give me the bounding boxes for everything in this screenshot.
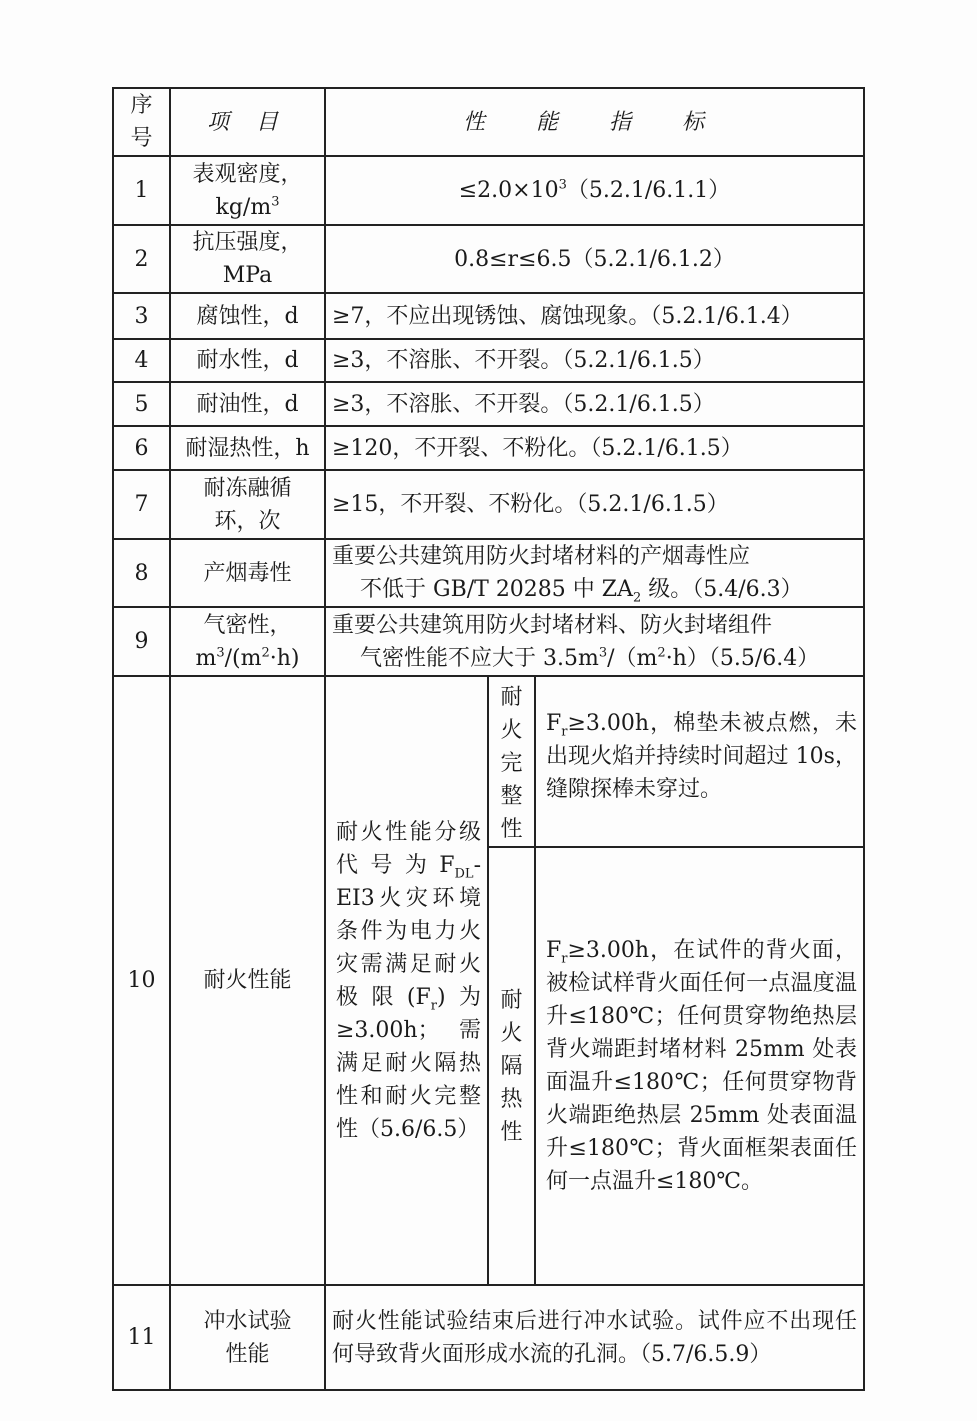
row-number: 6 [113,426,170,470]
table-row [113,539,864,607]
row-item: 产烟毒性 [170,539,325,607]
integrity-requirement: $F_r\ge 3.00h$，棉垫未被点燃，未出现火焰并持续时间超过 10s，缝隙探棒未穿过。 [535,676,864,847]
insulation-requirement: $F_r\ge 3.00h$，在试件的背火面，被检试样背火面任何一点温度温升≤180℃；任何贯穿物绝热层背火端距封堵材料 25mm 处表面温升≤180℃；任何贯穿物背火端距绝热层 25mm 处表面温升≤180℃；背火面框架表面任何一点温升≤180℃。 [535,847,864,1285]
row-item: 耐油性，d [170,382,325,426]
table-row [113,607,864,676]
table-row [113,470,864,539]
header-item: 项 目 [170,88,325,156]
row-number: 10 [113,676,170,1285]
row-performance: $\le 2.0\times 10^3(5.2.1/6.1.1)$ [325,156,864,225]
row-performance: 耐火性能试验结束后进行冲水试验。试件应不出现任何导致背火面形成水流的孔洞。（5.7/6.5.9） [325,1285,864,1390]
table-row [113,426,864,470]
row-item: 耐湿热性，h [170,426,325,470]
row-performance: ≥3，不溶胀、不开裂。（5.2.1/6.1.5） [325,339,864,382]
row-performance: 0.8≤r≤6.5（5.2.1/6.1.2） [325,225,864,293]
row-number: 4 [113,339,170,382]
row-performance: ≥15，不开裂、不粉化。（5.2.1/6.1.5） [325,470,864,539]
row-performance: ≥3，不溶胀、不开裂。（5.2.1/6.1.5） [325,382,864,426]
table-header-row [113,88,864,156]
table-row [113,339,864,382]
row-number: 9 [113,607,170,676]
table-row-fire-integrity [113,676,864,847]
integrity-label: 耐火完整性 [488,676,535,847]
row-performance: 重要公共建筑用防火封堵材料、防火封堵组件 气密性能不应大于 $3.5m^3/(m^2\cdot h)(5.5/6.4)$ [325,607,864,676]
table-row [113,1285,864,1390]
row-item: 耐水性，d [170,339,325,382]
row-number: 3 [113,293,170,339]
row-number: 1 [113,156,170,225]
table-row [113,225,864,293]
row-number: 5 [113,382,170,426]
header-performance: 性 能 指 标 [325,88,864,156]
fire-rating-description: 耐火性能分级代号为$F_{DL}-EI3$火灾环境条件为电力火灾需满足耐火极限$(F_r)$为≥3.00h；需满足耐火隔热性和耐火完整性（5.6/6.5） [325,676,488,1285]
insulation-label: 耐火隔热性 [488,847,535,1285]
performance-table [112,87,865,1391]
row-number: 11 [113,1285,170,1390]
row-number: 7 [113,470,170,539]
row-performance: ≥120，不开裂、不粉化。（5.2.1/6.1.5） [325,426,864,470]
table-row [113,293,864,339]
row-number: 2 [113,225,170,293]
row-item: 抗压强度， MPa [170,225,325,293]
header-seq: 序 号 [113,88,170,156]
table-row [113,382,864,426]
row-performance: 重要公共建筑用防火封堵材料的产烟毒性应 不低于 GB/T 20285 中 $ZA_2$ 级。（5.4/6.3） [325,539,864,607]
row-performance: ≥7，不应出现锈蚀、腐蚀现象。（5.2.1/6.1.4） [325,293,864,339]
row-item: 表观密度， $kg/m^3$ [170,156,325,225]
row-item: 耐冻融循 环，次 [170,470,325,539]
table-row [113,156,864,225]
row-item: 耐火性能 [170,676,325,1285]
row-item: 气密性， $m^3/(m^2\cdot h)$ [170,607,325,676]
row-item: 腐蚀性，d [170,293,325,339]
row-item: 冲水试验 性能 [170,1285,325,1390]
row-number: 8 [113,539,170,607]
